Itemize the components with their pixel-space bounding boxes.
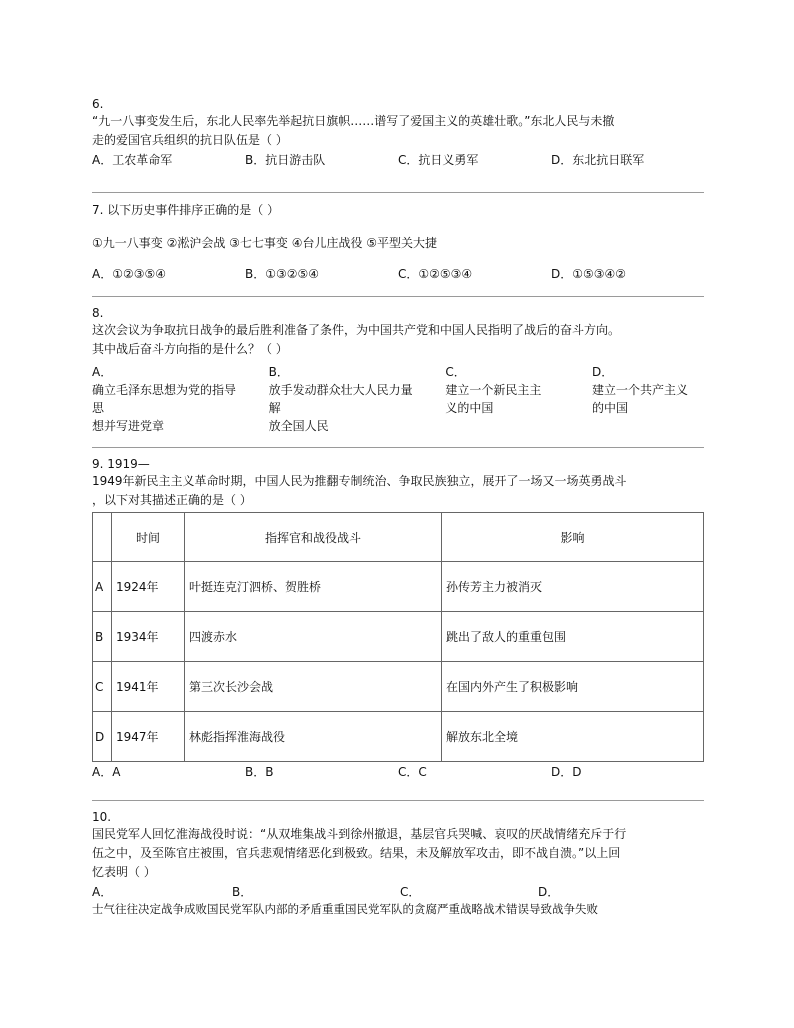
- option-b[interactable]: B．抗日游击队: [245, 153, 326, 167]
- question-divider: [92, 800, 704, 801]
- option-text-line: 想并写进党章: [92, 419, 165, 433]
- option-c[interactable]: 国民党军队的贪腐严重: [345, 902, 460, 916]
- answer-options: [92, 900, 704, 918]
- option-c[interactable]: C．①②⑤③④: [398, 267, 473, 281]
- question-stem-line: 国民党军人回忆淮海战役时说：“从双堆集战斗到徐州撤退，基层官兵哭喊、哀叹的厌战情绪充斥于行: [92, 827, 627, 841]
- table-cell: D: [93, 712, 112, 762]
- option-text-line: 放全国人民: [268, 419, 329, 433]
- question-number: 6.: [92, 97, 104, 111]
- table-header-row: [93, 513, 704, 562]
- table-cell: C: [93, 662, 112, 712]
- table-row: [93, 612, 704, 662]
- table-cell: B: [93, 612, 112, 662]
- option-letter: B．: [232, 885, 253, 899]
- option-c[interactable]: [445, 363, 563, 435]
- question-7: [92, 201, 704, 284]
- option-b[interactable]: [269, 363, 417, 435]
- question-stem-line: 忆表明（ ）: [92, 865, 156, 879]
- option-text-line: 的中国: [591, 401, 628, 415]
- exam-page: [92, 96, 704, 918]
- option-b[interactable]: B．B: [245, 765, 274, 779]
- table-header: 影响: [442, 513, 704, 562]
- table-row: [93, 662, 704, 712]
- question-divider: [92, 192, 704, 193]
- option-d[interactable]: D．东北抗日联军: [551, 153, 645, 167]
- option-letter: D．: [591, 365, 614, 379]
- table-header: [93, 513, 112, 562]
- table-row: [93, 712, 704, 762]
- question-stem: 7. 以下历史事件排序正确的是（ ）: [92, 203, 280, 217]
- question-number: 9. 1919—: [92, 457, 150, 471]
- answer-options: [92, 363, 704, 435]
- table-header: 时间: [112, 513, 185, 562]
- option-text-line: 建立一个新民主主: [445, 383, 542, 397]
- option-text-line: 义的中国: [445, 401, 494, 415]
- option-b[interactable]: B．①③②⑤④: [245, 267, 320, 281]
- question-stem-line: ，以下对其描述正确的是（ ）: [92, 493, 252, 507]
- table-cell: 林彪指挥淮海战役: [185, 712, 442, 762]
- option-c[interactable]: C．抗日义勇军: [398, 153, 479, 167]
- option-text-line: 确立毛泽东思想为党的指导思: [92, 383, 237, 415]
- option-d[interactable]: [592, 363, 704, 435]
- option-d[interactable]: D．①⑤③④②: [551, 267, 627, 281]
- question-divider: [92, 447, 704, 448]
- table-cell: A: [93, 562, 112, 612]
- option-c[interactable]: C．C: [398, 765, 427, 779]
- option-a[interactable]: A．①②③⑤④: [92, 267, 166, 281]
- table-cell: 第三次长沙会战: [185, 662, 442, 712]
- option-letter: B．: [268, 365, 289, 379]
- option-letters: [92, 884, 704, 900]
- table-row: [93, 562, 704, 612]
- option-letter: D．: [538, 885, 560, 899]
- question-stem-line: 这次会议为争取抗日战争的最后胜利准备了条件，为中国共产党和中国人民指明了战后的奋斗方向。: [92, 323, 621, 337]
- table-cell: 孙传芳主力被消灭: [442, 562, 704, 612]
- table-cell: 1947年: [112, 712, 185, 762]
- option-b[interactable]: 国民党军队内部的矛盾重重: [207, 902, 345, 916]
- option-letter: A．: [92, 365, 113, 379]
- question-divider: [92, 296, 704, 297]
- option-a[interactable]: [92, 363, 240, 435]
- question-stem-line: 伍之中，及至陈官庄被围，官兵悲观情绪恶化到极致。结果，未及解放军攻击，即不战自溃。”以上回: [92, 846, 621, 860]
- option-d[interactable]: 战略战术错误导致战争失败: [460, 902, 598, 916]
- table-cell: 四渡赤水: [185, 612, 442, 662]
- event-list: ①九一八事变 ②淞沪会战 ③七七事变 ④台儿庄战役 ⑤平型关大捷: [92, 236, 438, 250]
- question-stem-line: 1949年新民主主义革命时期，中国人民为推翻专制统治、争取民族独立，展开了一场又一场英勇战斗: [92, 474, 627, 488]
- table-cell: 跳出了敌人的重重包围: [442, 612, 704, 662]
- option-letter: C．: [400, 885, 421, 899]
- option-d[interactable]: D．D: [551, 765, 582, 779]
- table-header: 指挥官和战役战斗: [185, 513, 442, 562]
- answer-options: [92, 264, 704, 284]
- table-cell: 叶挺连克汀泗桥、贺胜桥: [185, 562, 442, 612]
- option-letter: A．: [92, 885, 113, 899]
- answer-options: [92, 762, 704, 782]
- table-cell: 解放东北全境: [442, 712, 704, 762]
- question-stem-line: 走的爱国官兵组织的抗日队伍是（ ）: [92, 133, 288, 147]
- battle-table: [92, 512, 704, 762]
- answer-options: [92, 150, 704, 170]
- option-text-line: 建立一个共产主义: [591, 383, 688, 397]
- question-9: [92, 456, 704, 782]
- question-number: 10.: [92, 810, 112, 824]
- question-6: [92, 96, 704, 170]
- question-8: [92, 305, 704, 435]
- option-letter: C．: [445, 365, 466, 379]
- option-a[interactable]: 士气往往决定战争成败: [92, 902, 207, 916]
- table-cell: 1924年: [112, 562, 185, 612]
- question-10: [92, 809, 704, 918]
- question-stem-line: “九一八事变发生后，东北人民率先举起抗日旗帜……谱写了爱国主义的英雄壮歌。”东北人民与未撤: [92, 114, 615, 128]
- table-cell: 1941年: [112, 662, 185, 712]
- question-number: 8.: [92, 306, 104, 320]
- table-cell: 在国内外产生了积极影响: [442, 662, 704, 712]
- option-text-line: 放手发动群众壮大人民力量解: [268, 383, 413, 415]
- option-a[interactable]: A．A: [92, 765, 121, 779]
- option-a[interactable]: A．工农革命军: [92, 153, 173, 167]
- question-stem-line: 其中战后奋斗方向指的是什么？（ ）: [92, 342, 288, 356]
- table-cell: 1934年: [112, 612, 185, 662]
